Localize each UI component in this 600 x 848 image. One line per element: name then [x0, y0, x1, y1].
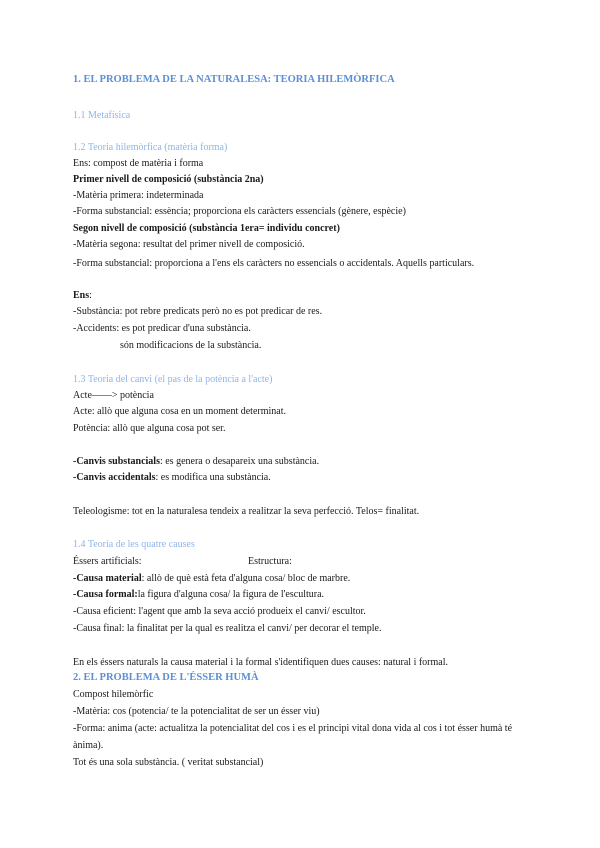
causa-material-rest: : allò de què està feta d'alguna cosa/ bloc de marbre.	[141, 573, 351, 584]
causa-formal-rest: la figura d'alguna cosa/ la figura de l'escultura.	[137, 589, 325, 600]
text-compost-hilemorfic: Compost hilemòrfic	[73, 689, 154, 700]
text-causa-final: -Causa final: la finalitat per la qual es realitza el canvi/ per decorar el temple.	[73, 623, 382, 634]
heading-natura: 1. EL PROBLEMA DE LA NATURALESA: TEORIA HILEMÒRFICA	[73, 74, 395, 85]
text-primer-nivell: Primer nivell de composició (substància 2na)	[73, 174, 264, 185]
causa-formal-bold: -Causa formal:	[73, 589, 138, 600]
text-substancia: -Substància: pot rebre predicats però no es pot predicar de res.	[73, 306, 323, 317]
ens-colon: :	[89, 290, 92, 301]
heading-esser-huma: 2. EL PROBLEMA DE L'ÉSSER HUMÀ	[73, 672, 259, 683]
heading-metafisica: 1.1 Metafísica	[73, 110, 131, 121]
canvis-accidentals-bold: -Canvis accidentals	[73, 472, 156, 483]
text-anima: ànima).	[73, 740, 104, 751]
text-causa-material	[73, 572, 350, 585]
heading-teoria-canvi: 1.3 Teoria del canvi (el pas de la potència a l'acte)	[73, 374, 273, 385]
ens-bold: Ens	[73, 290, 90, 301]
canvis-substancials-bold: -Canvis substancials	[73, 456, 160, 467]
text-materia-primera: -Matèria primera: indeterminada	[73, 190, 204, 201]
text-accidents: -Accidents: es pot predicar d'una substància.	[73, 323, 251, 334]
text-segon-nivell: Segon nivell de composició (substància 1era= individu concret)	[73, 223, 340, 234]
text-essers-artificials-row	[73, 555, 292, 568]
text-materia-cos: -Matèria: cos (potencia/ te la potencialitat de ser un ésser viu)	[73, 706, 320, 717]
text-essers-naturals: En els éssers naturals la causa material i la formal s'identifiquen dues causes: natural i formal.	[73, 657, 449, 668]
text-forma-anima: -Forma: anima (acte: actualitza la potencialitat del cos i es el principi vital dona vida al cos i tot ésser humà té	[73, 723, 513, 734]
essers-artificials: Éssers artificials:	[73, 556, 142, 567]
text-causa-eficient: -Causa eficient: l'agent que amb la seva acció produeix el canvi/ escultor.	[73, 606, 366, 617]
text-materia-segona: -Matèria segona: resultat del primer nivell de composició.	[73, 239, 305, 250]
estructura: Estructura:	[248, 556, 292, 567]
text-teleologisme: Teleologisme: tot en la naturalesa tendeix a realitzar la seva perfecció. Telos= finalitat.	[73, 506, 420, 517]
causa-material-bold: -Causa material	[73, 573, 142, 584]
text-canvis-accidentals	[73, 471, 271, 484]
text-canvis-substancials	[73, 455, 319, 468]
text-causa-formal	[73, 588, 324, 601]
text-acte-potencia: Acte——> potència	[73, 390, 154, 401]
text-potencia: Potència: allò que alguna cosa pot ser.	[73, 423, 226, 434]
text-ens: Ens: compost de matèria i forma	[73, 158, 204, 169]
heading-teoria-hilemorfica: 1.2 Teoria hilemòrfica (matèria forma)	[73, 142, 228, 153]
canvis-accidentals-rest: : es modifica una substància.	[155, 472, 271, 483]
heading-quatre-causes: 1.4 Teoria de les quatre causes	[73, 539, 195, 550]
text-tot-substancia: Tot és una sola substància. ( veritat substancial)	[73, 757, 264, 768]
canvis-substancials-rest: : es genera o desapareix una substància.	[159, 456, 320, 467]
text-ens-heading	[73, 289, 92, 302]
text-forma-substancial-2: -Forma substancial: proporciona a l'ens els caràcters no essencials o accidentals. Aquells particulars.	[73, 258, 475, 269]
text-modificacions: són modificacions de la substància.	[120, 340, 262, 351]
text-acte: Acte: allò que alguna cosa en un moment determinat.	[73, 406, 286, 417]
text-forma-substancial-1: -Forma substancial: essència; proporciona els caràcters essencials (gènere, espècie)	[73, 206, 406, 217]
